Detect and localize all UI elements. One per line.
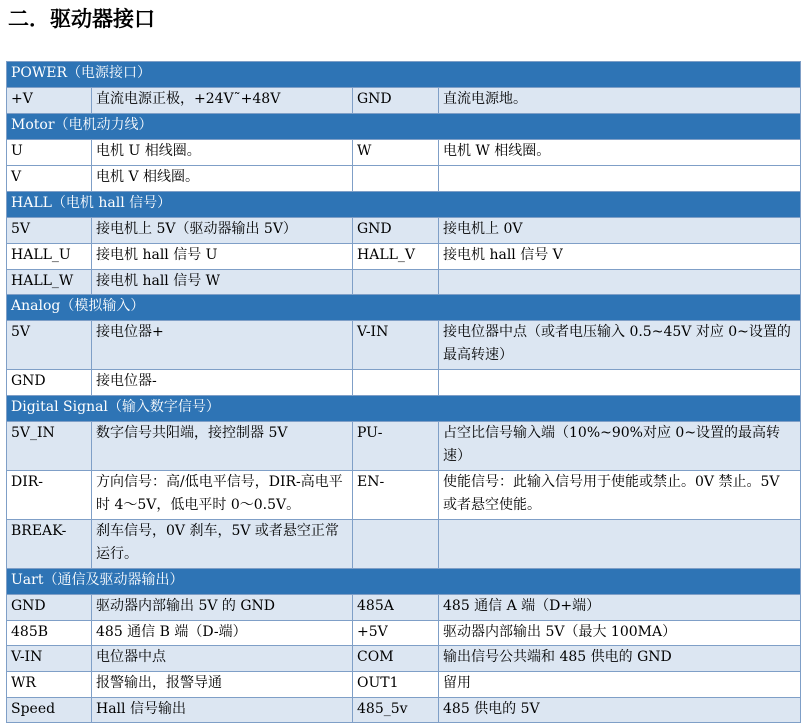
pin-name-cell: EN- — [353, 471, 439, 520]
pin-name-cell: 485A — [353, 595, 439, 621]
pin-name-cell: W — [353, 140, 439, 166]
table-row — [7, 595, 801, 621]
section-title: HALL（电机 hall 信号） — [7, 192, 801, 218]
table-row — [7, 244, 801, 270]
pin-description-cell: 接电位器中点（或者电压输入 0.5~45V 对应 0~设置的最高转速） — [439, 321, 801, 370]
pin-name-cell: +5V — [353, 621, 439, 646]
pin-name-cell: V — [7, 166, 92, 192]
pin-name-cell: HALL_W — [7, 270, 92, 295]
section-title: POWER（电源接口） — [7, 62, 801, 88]
pin-description-cell: 接电机上 5V（驱动器输出 5V） — [92, 218, 353, 244]
section-title: Digital Signal（输入数字信号） — [7, 396, 801, 422]
table-row — [7, 621, 801, 646]
pin-description-cell: 接电机 hall 信号 W — [92, 270, 353, 295]
pin-description-cell: 电位器中点 — [92, 646, 353, 672]
pin-name-cell: 485_5v — [353, 698, 439, 723]
pin-name-cell: Speed — [7, 698, 92, 723]
pin-description-cell: 电机 U 相线圈。 — [92, 140, 353, 166]
pin-description-cell: 485 通信 B 端（D-端） — [92, 621, 353, 646]
pin-name-cell: DIR- — [7, 471, 92, 520]
pin-description-cell: 485 通信 A 端（D+端） — [439, 595, 801, 621]
table-row — [7, 218, 801, 244]
pin-description-cell: 刹车信号，0V 刹车，5V 或者悬空正常运行。 — [92, 520, 353, 569]
pin-description-cell: 数字信号共阳端，接控制器 5V — [92, 422, 353, 471]
pin-description-cell: 接电位器- — [92, 370, 353, 396]
section-header — [7, 295, 801, 321]
section-title: Uart（通信及驱动器输出） — [7, 569, 801, 595]
pin-name-cell: PU- — [353, 422, 439, 471]
table-body — [7, 62, 801, 723]
pin-description-cell: 电机 V 相线圈。 — [92, 166, 353, 192]
table-row — [7, 672, 801, 698]
pin-description-cell: 报警输出，报警导通 — [92, 672, 353, 698]
pin-name-cell: GND — [7, 370, 92, 396]
section-header — [7, 569, 801, 595]
page-heading: 二．驱动器接口 — [8, 7, 155, 31]
pin-description-cell: 直流电源地。 — [439, 88, 801, 114]
section-header — [7, 114, 801, 140]
table-row — [7, 140, 801, 166]
pin-description-cell: 方向信号：高/低电平信号，DIR-高电平时 4～5V，低电平时 0～0.5V。 — [92, 471, 353, 520]
table-row — [7, 471, 801, 520]
pin-name-cell: WR — [7, 672, 92, 698]
pin-description-cell: 电机 W 相线圈。 — [439, 140, 801, 166]
pin-name-cell: 5V — [7, 218, 92, 244]
pin-name-cell: GND — [353, 218, 439, 244]
pin-name-cell: HALL_U — [7, 244, 92, 270]
pin-description-cell: 留用 — [439, 672, 801, 698]
pin-description-cell: 接电位器+ — [92, 321, 353, 370]
pin-name-cell: 5V — [7, 321, 92, 370]
pin-description-cell: 接电机 hall 信号 U — [92, 244, 353, 270]
driver-interface-table — [6, 61, 801, 723]
section-header — [7, 192, 801, 218]
pin-description-cell: 直流电源正极，+24V˜+48V — [92, 88, 353, 114]
pin-name-cell: HALL_V — [353, 244, 439, 270]
table-row — [7, 270, 801, 295]
pin-name-cell: V-IN — [7, 646, 92, 672]
pin-description-cell: Hall 信号输出 — [92, 698, 353, 723]
pin-description-cell: 输出信号公共端和 485 供电的 GND — [439, 646, 801, 672]
pin-description-cell: 485 供电的 5V — [439, 698, 801, 723]
table-row — [7, 422, 801, 471]
pin-name-cell — [353, 166, 439, 192]
section-header — [7, 62, 801, 88]
pin-description-cell: 使能信号：此输入信号用于使能或禁止。0V 禁止。5V 或者悬空使能。 — [439, 471, 801, 520]
pin-description-cell — [439, 370, 801, 396]
pin-description-cell: 驱动器内部输出 5V 的 GND — [92, 595, 353, 621]
pin-name-cell: 5V_IN — [7, 422, 92, 471]
pin-description-cell: 占空比信号输入端（10%~90%对应 0~设置的最高转速） — [439, 422, 801, 471]
table-row — [7, 370, 801, 396]
section-header — [7, 396, 801, 422]
pin-name-cell — [353, 270, 439, 295]
pin-description-cell — [439, 520, 801, 569]
table-row — [7, 698, 801, 723]
pin-description-cell — [439, 166, 801, 192]
table-row — [7, 321, 801, 370]
table-row — [7, 646, 801, 672]
pin-description-cell: 接电机 hall 信号 V — [439, 244, 801, 270]
pin-name-cell: BREAK- — [7, 520, 92, 569]
pin-name-cell: GND — [353, 88, 439, 114]
section-title: Analog（模拟输入） — [7, 295, 801, 321]
pin-name-cell — [353, 370, 439, 396]
pin-name-cell: 485B — [7, 621, 92, 646]
section-title: Motor（电机动力线） — [7, 114, 801, 140]
pin-name-cell: +V — [7, 88, 92, 114]
pin-description-cell: 驱动器内部输出 5V（最大 100MA） — [439, 621, 801, 646]
pin-description-cell — [439, 270, 801, 295]
pin-name-cell — [353, 520, 439, 569]
pin-name-cell: V-IN — [353, 321, 439, 370]
pin-name-cell: GND — [7, 595, 92, 621]
pin-description-cell: 接电机上 0V — [439, 218, 801, 244]
pin-name-cell: OUT1 — [353, 672, 439, 698]
table-row — [7, 88, 801, 114]
pin-name-cell: COM — [353, 646, 439, 672]
table-row — [7, 520, 801, 569]
table-row — [7, 166, 801, 192]
pin-name-cell: U — [7, 140, 92, 166]
